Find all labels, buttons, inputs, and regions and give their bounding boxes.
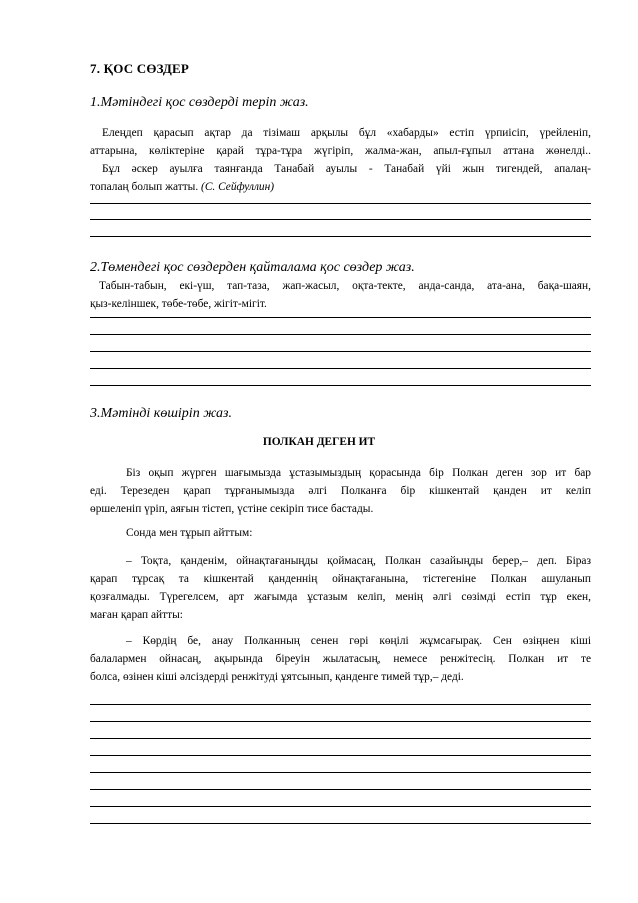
task1-line: Елеңдеп қарасып ақтар да тізімаш арқылы бұл «хабарды» естіп үрпиісіп, үрейленіп, <box>102 127 591 139</box>
task1-line: аттарына, көліктеріне қарай тұра-тұра жүгіріп, жалма-жан, апыл-ғұпыл аттана жөнелді.. <box>90 145 591 157</box>
story-paragraph-1 <box>90 464 591 518</box>
answer-line <box>90 385 591 386</box>
task2-line: қыз-келіншек, төбе-төбе, жігіт-мігіт. <box>90 298 267 310</box>
task1-line: Бұл әскер ауылға таянғанда Танабай ауылы - Танабай үйі жын тигендей, апалаң- <box>102 163 591 175</box>
task2-line: Табын-табын, екі-үш, тап-таза, жап-жасыл, оқта-текте, анда-санда, ата-ана, бақа-шаян, <box>99 280 591 292</box>
answer-line <box>90 219 591 220</box>
task1-source: (С. Сейфуллин) <box>201 181 275 193</box>
answer-line <box>90 721 591 722</box>
answer-line <box>90 806 591 807</box>
task1-label: 1.Мәтіндегі қос сөздерді теріп жаз. <box>90 95 309 110</box>
story-line: қозғалмады. Түрегелсем, арт жағымда ұстазым келіп, менің әлгі сөзімді естіп тұр екен, <box>90 591 591 603</box>
answer-line <box>90 823 591 824</box>
answer-line <box>90 755 591 756</box>
answer-line <box>90 772 591 773</box>
answer-line <box>90 203 591 204</box>
story-line: еді. Терезеден қарап тұрғанымызда әлгі Полканға бір кішкентай қанден ит келіп <box>90 485 591 497</box>
story-line: болса, өзінен кіші әлсіздерді ренжітуді ұятсынып, қанденге тимей тұр,– деді. <box>90 671 464 683</box>
story-line: өршеленіп үріп, аяғын тістеп, үстіне секіріп тисе бастады. <box>90 503 374 515</box>
story-line: Біз оқып жүрген шағымызда ұстазымыздың қорасында бір Полкан деген зор ит бар <box>126 467 591 479</box>
answer-line <box>90 317 591 318</box>
story-paragraph-2 <box>90 524 591 542</box>
answer-line <box>90 789 591 790</box>
answer-line <box>90 704 591 705</box>
story-line: маған қарап айтты: <box>90 609 183 621</box>
answer-line <box>90 351 591 352</box>
answer-line <box>90 236 591 237</box>
task3-label: 3.Мәтінді көшіріп жаз. <box>90 406 232 421</box>
answer-line <box>90 738 591 739</box>
task1-text <box>90 124 591 196</box>
task1-line: топалаң болып жатты. <box>90 181 199 193</box>
story-title: ПОЛКАН ДЕГЕН ИТ <box>262 436 376 448</box>
answer-line <box>90 368 591 369</box>
task1-line-last <box>90 178 591 196</box>
story-paragraph-3 <box>90 552 591 624</box>
story-line: – Тоқта, қанденім, ойнақтағаныңды қоймасаң, Полкан сазайыңды берер,– деп. Біраз <box>126 555 591 567</box>
section-title: 7. ҚОС СӨЗДЕР <box>90 61 190 76</box>
story-paragraph-4 <box>90 632 591 686</box>
story-line: – Көрдің бе, анау Полканның сенен гөрі көңілі жұмсағырақ. Сен өзіңнен кіші <box>126 635 591 647</box>
story-line: балалармен ойнасаң, ақырында біреуін жылатасың, немесе ренжітесің. Полкан ит те <box>90 653 591 665</box>
task2-text <box>90 277 591 313</box>
answer-line <box>90 334 591 335</box>
task2-label: 2.Төмендегі қос сөздерден қайталама қос сөздер жаз. <box>90 260 415 275</box>
story-line: қарап тұрсақ та кішкентай қанденнің ойнақтағанына, тістегеніне Полкан ашуланып <box>90 573 591 585</box>
story-line: Сонда мен тұрып айттым: <box>126 527 253 539</box>
